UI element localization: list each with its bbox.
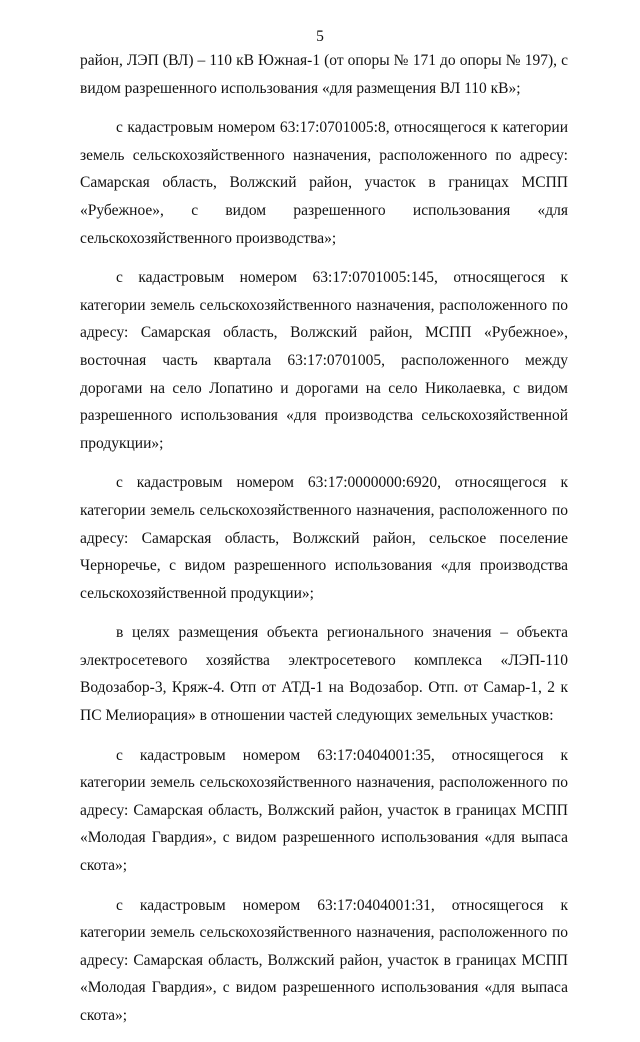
paragraph-parcel-6920: с кадастровым номером 63:17:0000000:6920, относящегося к категории земель сельскохозяйственного назначения, расположенного по адресу: Самарская область, Волжский район, сельское поселение Черноречье, с видом разрешенного использования «для производства сельскохозяйственной продукции»; — [80, 474, 568, 602]
paragraph-parcel-31: с кадастровым номером 63:17:0404001:31, относящегося к категории земель сельскохозяйственного назначения, расположенного по адресу: Самарская область, Волжский район, участок в границах МСПП «Молодая Гвардия», с видом разрешенного использования «для выпаса скота»; — [80, 896, 568, 1024]
paragraph-continuation: район, ЛЭП (ВЛ) – 110 кВ Южная-1 (от опоры № 171 до опоры № 197), с видом разрешенного использования «для размещения ВЛ 110 кВ»; — [80, 52, 568, 97]
paragraph-parcel-145: с кадастровым номером 63:17:0701005:145, относящегося к категории земель сельскохозяйственного назначения, расположенного по адресу: Самарская область, Волжский район, МСПП «Рубежное», восточная часть квартала 63:17:0701005, расположенного между дорогами на село Лопатино и дорогами на село Николаевка, с видом разрешенного использования «для производства сельскохозяйственной продукции»; — [80, 269, 568, 452]
paragraph-parcel-35: с кадастровым номером 63:17:0404001:35, относящегося к категории земель сельскохозяйственного назначения, расположенного по адресу: Самарская область, Волжский район, участок в границах МСПП «Молодая Гвардия», с видом разрешенного использования «для выпаса скота»; — [80, 746, 568, 875]
paragraph-parcel-8: с кадастровым номером 63:17:0701005:8, относящегося к категории земель сельскохозяйственного назначения, расположенного по адресу: Самарская область, Волжский район, участок в границах МСПП «Рубежное», с видом разрешенного использования «для сельскохозяйственного производства»; — [80, 119, 568, 247]
document-body — [80, 47, 568, 1042]
page-number: 5 — [316, 28, 324, 45]
paragraph-regional-object: в целях размещения объекта регионального значения – объекта электросетевого хозяйства электросетевого комплекса «ЛЭП-110 Водозабор-3, Кряж-4. Отп от АТД-1 на Водозабор. Отп. от Самар-1, 2 к ПС Мелиорация» в отношении частей следующих земельных участков: — [80, 624, 568, 725]
